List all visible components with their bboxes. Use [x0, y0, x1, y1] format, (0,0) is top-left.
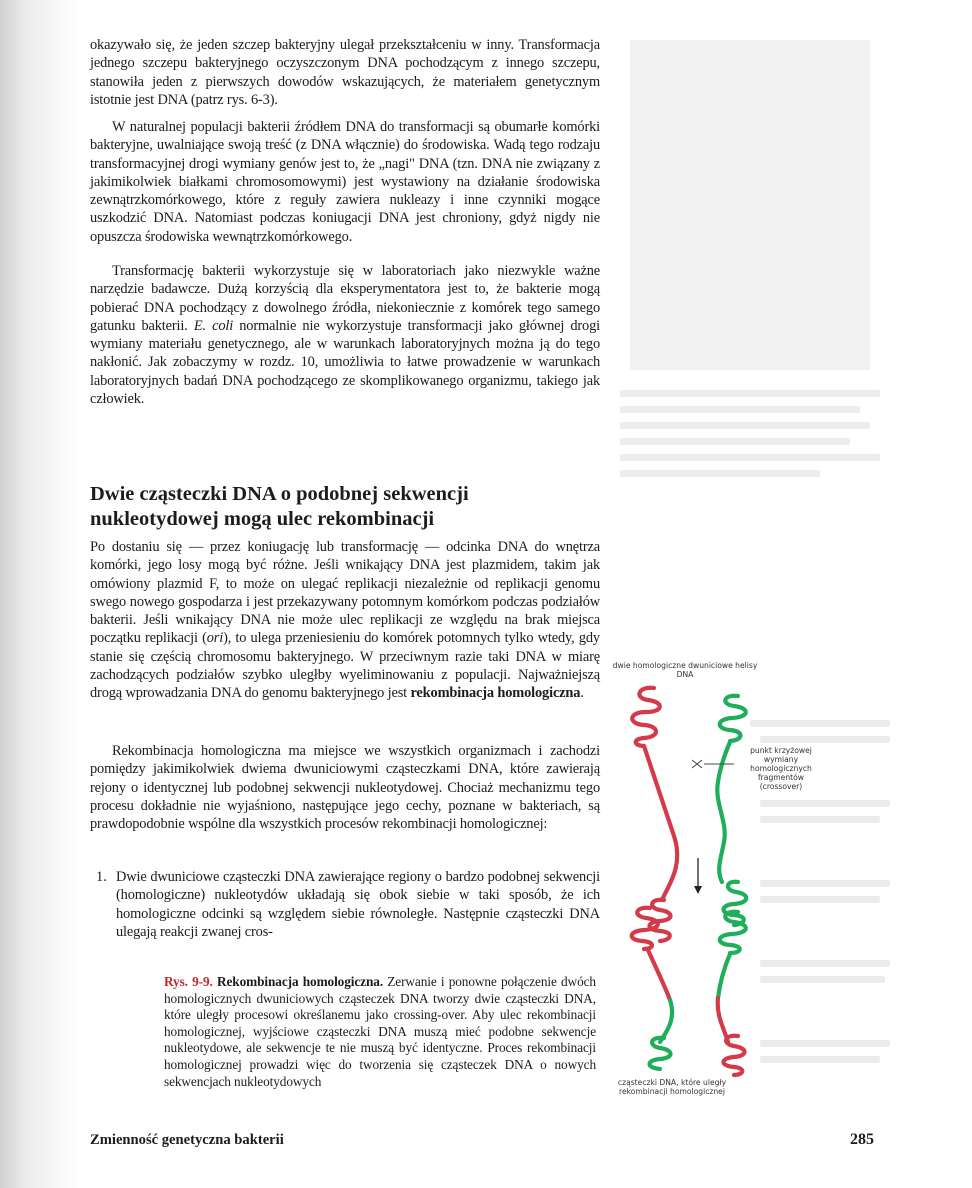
paragraph-natural-transformation: W naturalnej populacji bakterii źródłem DNA do transformacji są obumarłe komórki bakteryjne, uwalniające swoją treść (z DNA włącznie) do środowiska. Wadą tego rodzaju transformacyjnej drogi wymiany genów jest to, że „nagi" DNA (tzn. DNA nie związany z jakimikolwiek białkami chromosomowymi) jest wystawiony na działanie środowiska zewnątrzkomórkowego, które z reguły zawiera nukleazy i inne czynniki mogące uszkodzić DNA. Natomiast podczas koniugacji DNA jest chroniony, gdyż nigdy nie opuszcza środowiska wewnątrzkomórkowego.: [90, 119, 600, 245]
figure-caption: [164, 974, 596, 1090]
label-recombined-molecules: cząsteczki DNA, które uległy rekombinacji homologicznej: [617, 1078, 727, 1096]
label-crossover-point: punkt krzyżowej wymiany homologicznych fragmentów (crossover): [750, 746, 812, 791]
dna-strand-green-top: [717, 696, 746, 925]
paragraph-homologous-recombination: Rekombinacja homologiczna ma miejsce we wszystkich organizmach i zachodzi pomiędzy jakimikolwiek dwiema dwuniciowymi cząsteczkami DNA, które zawierają rejony o identycznej lub podobnej sekwencji nukleotydowej. Chociaż mechanizmu tego procesu dokładnie nie wyjaśniono, następujące jego cechy, poznane w bakteriach, są prawdopodobnie wspólne dla wszystkich procesów rekombinacji homologicznej:: [90, 743, 600, 833]
p4-text-middle: ), to ulega przeniesieniu do komórek potomnych tylko wtedy, gdy stanie się częścią chromosomu bakteryjnego. W przeciwnym razie taki DNA w miarę zachodzących podziałów szybko uległby wyeliminowaniu z populacji. Najważniejszą drogą wprowadzania DNA do genomu bakteryjnego jest: [90, 630, 600, 702]
recombination-diagram: [610, 650, 780, 1110]
label-homologous-helices: dwie homologiczne dwuniciowe helisy DNA: [612, 661, 758, 679]
e-coli-italic: E. coli: [193, 317, 234, 334]
dna-strand-bottom-right: [718, 912, 746, 1075]
paragraph-laboratory-transformation: [90, 262, 600, 408]
numbered-list: [90, 868, 600, 941]
ori-italic: ori: [206, 630, 224, 647]
list-item: [90, 868, 600, 941]
term-homologous-recombination: rekombinacja homologiczna: [410, 685, 581, 702]
p4-text-end: .: [580, 685, 584, 702]
list-item-text: Dwie dwuniciowe cząsteczki DNA zawierające regiony o bardzo podobnej sekwencji (homologiczne) nukleotydów układają się obok siebie w taki sposób, że ich homologiczne odcinki są względem siebie równoległe. Następnie cząsteczki DNA ulegają reakcji zwanej cros-: [116, 869, 600, 940]
p4-text-start: Po dostaniu się — przez koniugację lub transformację — odcinka DNA do wnętrza komórki, jego losy mogą być różne. Jeśli wnikający DNA jest plazmidem, takim jak omówiony plazmid F, to może on ulegać replikacji niezależnie od replikacji genomu swego nowego gospodarza i jest przekazywany potomnym komórkom podczas podziałów bakterii. Jeśli wnikający DNA nie może ulec replikacji ze względu na brak miejsca początku replikacji (: [90, 539, 600, 647]
down-arrow-icon: [694, 858, 702, 894]
p3-text-end: normalnie nie wykorzystuje transformacji jako głównej drogi wymiany materiału genetycznego, ale w warunkach laboratoryjnych można ją do tego nakłonić. Jak zobaczymy w rozdz. 10, umożliwia to łatwe prowadzenie w warunkach laboratoryjnych badań DNA pochodzącego ze skomplikowanego organizmu, takiego jak człowiek.: [90, 317, 600, 408]
p3-text-start: Transformację bakterii wykorzystuje się w laboratoriach jako niezwykle ważne narzędzie badawcze. Dużą korzyścią dla eksperymentatora jest to, że bakterie mogą pobierać DNA pochodzący z dowolnego źródła, niekoniecznie z komórek tego samego gatunku bakterii.: [90, 263, 600, 334]
paragraph-dna-fate: [90, 538, 600, 703]
running-footer: Zmienność genetyczna bakterii: [90, 1132, 284, 1148]
caption-text: Zerwanie i ponowne połączenie dwóch homologicznych dwuniciowych cząsteczek DNA tworzy dwie cząsteczki DNA, które uległy procesowi określanemu jako crossing-over. Aby ulec rekombinacji homologicznej, wyjściowe cząsteczki DNA muszą mieć podobne sekwencje nukleotydowe, ale sekwencje te nie muszą być identyczne. Proces rekombinacji homologicznej prowadzi więc do tworzenia się cząsteczek DNA o nowych sekwencjach nukleotydowych: [164, 974, 596, 1089]
binding-shadow: [0, 0, 85, 1188]
paragraph-transformation-intro: okazywało się, że jeden szczep bakteryjny ulegał przekształceniu w inny. Transformacja jednego szczepu bakteryjnego oczyszczonym DNA pochodzącym z innego szczepu, stanowiła jeden z pierwszych dowodów wskazujących, że materiałem genetycznym istotnie jest DNA (patrz rys. 6-3).: [90, 37, 600, 108]
caption-figure-number: Rys. 9-9.: [164, 974, 213, 989]
recombination-figure: [610, 650, 812, 1110]
list-item-number: 1.: [96, 869, 107, 885]
crossover-marker: [692, 760, 734, 768]
section-heading: Dwie cząsteczki DNA o podobnej sekwencji nukleotydowej mogą ulec rekombinacji: [90, 483, 469, 530]
page-number: 285: [850, 1131, 874, 1148]
dna-strand-red-top: [632, 688, 677, 941]
caption-title: Rekombinacja homologiczna.: [216, 974, 384, 989]
